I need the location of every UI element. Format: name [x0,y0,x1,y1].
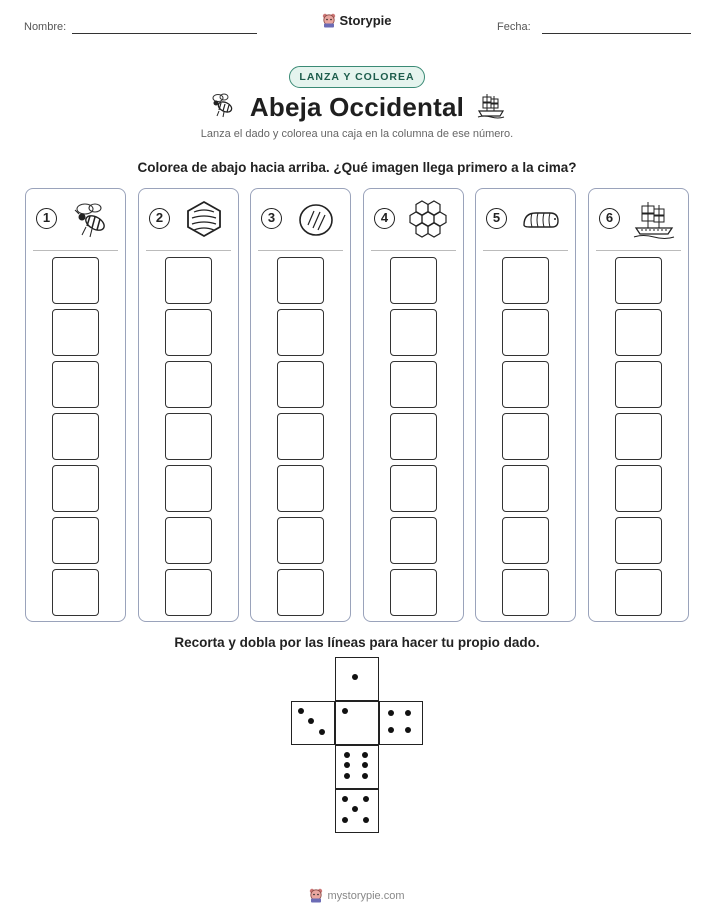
column-number: 5 [486,208,507,229]
column-divider [371,250,456,251]
column-number: 4 [374,208,395,229]
color-box[interactable] [502,361,549,408]
column-5 [475,188,576,622]
color-box[interactable] [52,517,99,564]
die-face-1-center [335,701,379,745]
brand-name: Storypie [339,13,392,28]
color-box[interactable] [277,569,324,616]
pip [388,727,394,733]
color-box[interactable] [390,361,437,408]
pip [405,710,411,716]
brand-logo [0,13,714,33]
activity-badge: LANZA Y COLOREA [289,66,424,88]
storypie-mascot-icon [322,13,336,28]
pip [362,762,368,768]
color-box[interactable] [390,569,437,616]
color-box[interactable] [277,309,324,356]
column-divider [596,250,681,251]
name-label: Nombre: [24,21,67,33]
subtitle: Lanza el dado y colorea una caja en la columna de ese número. [200,128,514,140]
pip [352,674,358,680]
color-box[interactable] [165,569,212,616]
pip [344,752,350,758]
color-box[interactable] [390,413,437,460]
date-line[interactable] [542,33,691,34]
color-box[interactable] [165,309,212,356]
footer [0,888,714,908]
color-box[interactable] [165,361,212,408]
color-box[interactable] [390,465,437,512]
color-box[interactable] [615,361,662,408]
pip [308,718,314,724]
pip [362,773,368,779]
color-box[interactable] [165,413,212,460]
die-face-1 [335,657,379,701]
date-label: Fecha: [497,21,531,33]
column-2 [138,188,239,622]
die-face-5 [335,789,379,833]
color-box[interactable] [277,517,324,564]
larva-icon [520,199,562,239]
color-box[interactable] [615,309,662,356]
column-divider [33,250,118,251]
color-box[interactable] [52,257,99,304]
color-box[interactable] [615,257,662,304]
color-box[interactable] [615,569,662,616]
column-4 [363,188,464,622]
column-number: 2 [149,208,170,229]
pip [342,817,348,823]
page-title: Abeja Occidental [249,92,465,122]
color-box[interactable] [165,465,212,512]
color-box[interactable] [502,413,549,460]
color-box[interactable] [52,309,99,356]
color-box[interactable] [502,569,549,616]
honeycomb-cell-icon [183,199,225,239]
color-box[interactable] [277,465,324,512]
sailing-ship-icon [633,199,675,239]
pip [344,762,350,768]
column-3 [250,188,351,622]
column-number: 1 [36,208,57,229]
pip [362,752,368,758]
color-box[interactable] [52,569,99,616]
color-box[interactable] [390,309,437,356]
die-face-6 [335,745,379,789]
honeycomb-icon [408,199,450,239]
pip [363,817,369,823]
column-number: 6 [599,208,620,229]
color-box[interactable] [277,257,324,304]
pip [298,708,304,714]
color-box[interactable] [52,413,99,460]
color-box[interactable] [502,309,549,356]
pip [388,710,394,716]
color-box[interactable] [277,361,324,408]
pip [319,729,325,735]
pip [363,796,369,802]
pip [342,708,348,714]
color-box[interactable] [615,465,662,512]
pip [342,796,348,802]
die-instruction: Recorta y dobla por las líneas para hacer tu propio dado. [174,635,540,650]
color-box[interactable] [502,517,549,564]
color-box[interactable] [277,413,324,460]
die-face-4 [379,701,423,745]
column-divider [258,250,343,251]
column-number: 3 [261,208,282,229]
sailing-ship-icon [477,91,505,119]
color-box[interactable] [502,465,549,512]
color-box[interactable] [390,517,437,564]
color-box[interactable] [52,361,99,408]
game-instruction: Colorea de abajo hacia arriba. ¿Qué imagen llega primero a la cima? [137,160,577,175]
column-1 [25,188,126,622]
name-line[interactable] [72,33,257,34]
color-box[interactable] [615,517,662,564]
pip [405,727,411,733]
bee-icon [70,199,112,239]
column-divider [483,250,568,251]
storypie-mascot-icon [309,888,323,903]
color-box[interactable] [390,257,437,304]
color-box[interactable] [502,257,549,304]
color-box[interactable] [52,465,99,512]
pip [344,773,350,779]
pip [352,806,358,812]
bread-loaf-icon [295,199,337,239]
column-divider [146,250,231,251]
color-box[interactable] [165,257,212,304]
color-box[interactable] [165,517,212,564]
footer-url[interactable]: mystorypie.com [327,889,405,902]
column-6 [588,188,689,622]
color-box[interactable] [615,413,662,460]
die-face-3 [291,701,335,745]
